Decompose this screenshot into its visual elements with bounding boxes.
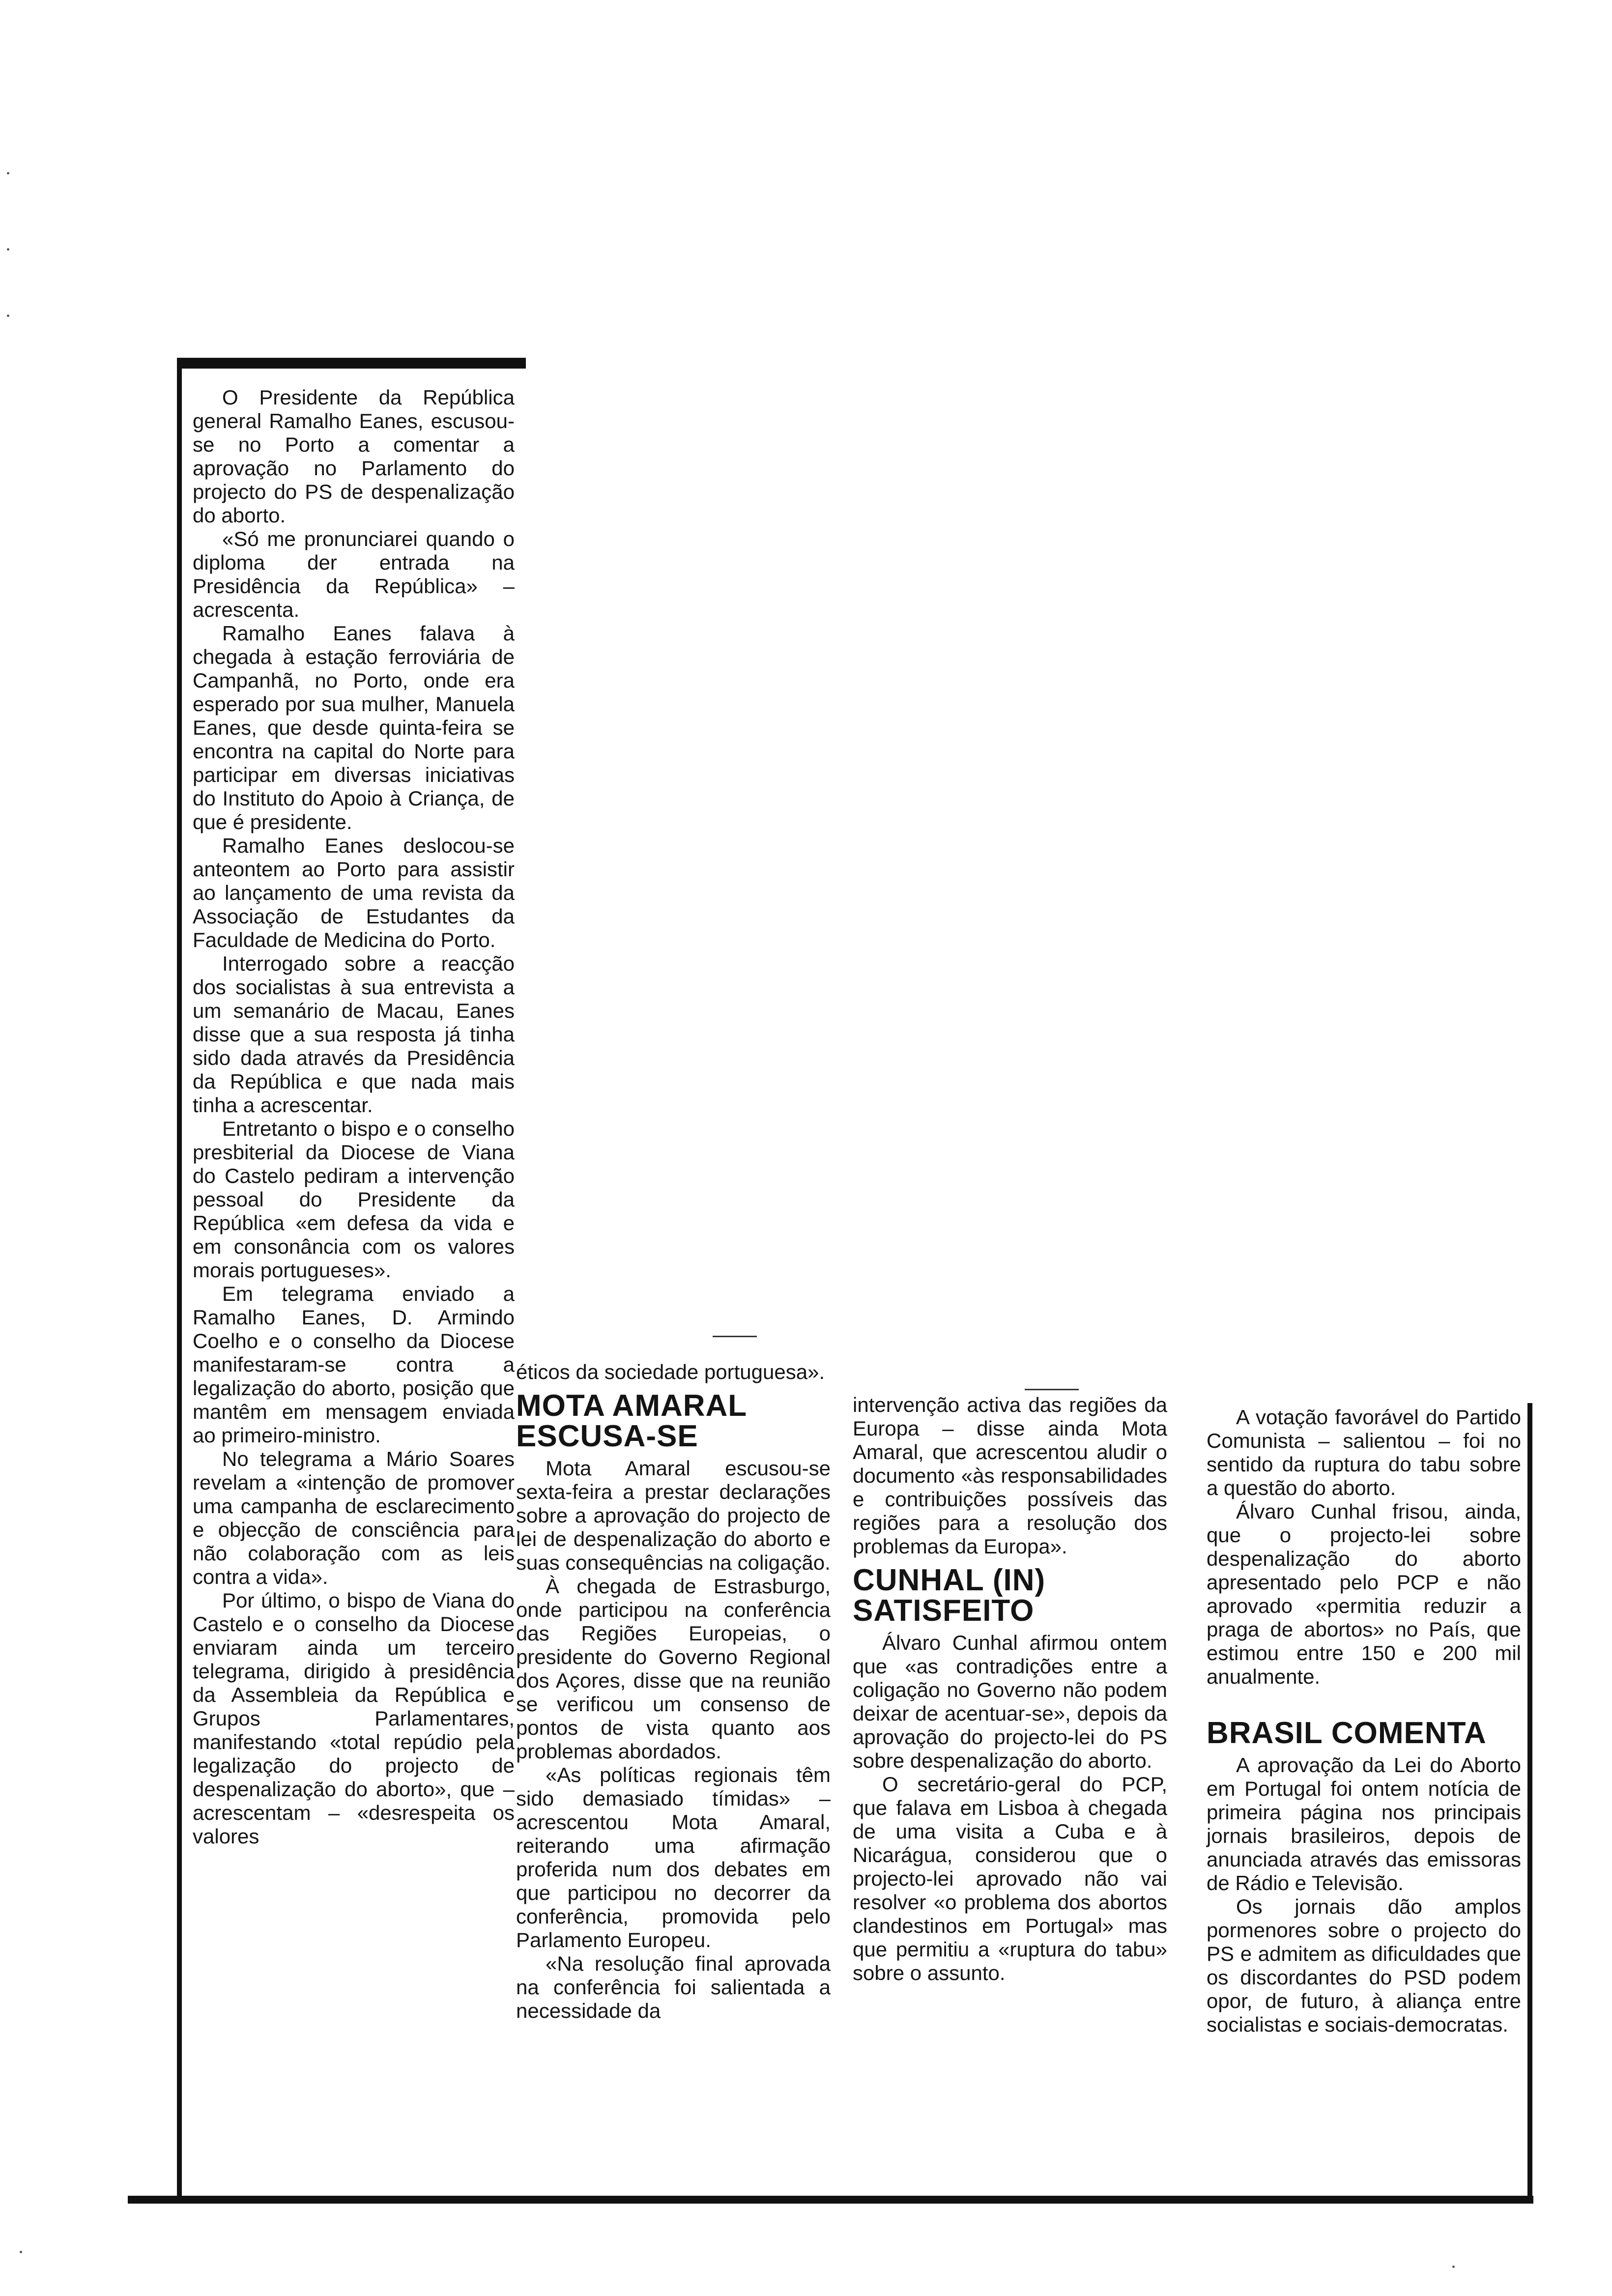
paper-speck [1452,2266,1455,2268]
paper-speck [7,315,9,317]
paragraph: Álvaro Cunhal afirmou ontem que «as contradições entre a coligação no Governo não podem deixar de acentuar-se», depois da aprovação do projecto-lei do PS sobre despenalização do aborto. [853,1631,1167,1772]
paper-speck [20,2251,22,2253]
top-border-rule [177,358,526,369]
paragraph: Entretanto o bispo e o conselho presbiterial da Diocese de Viana do Castelo pediram a intervenção pessoal do Presidente da República «em defesa da vida e em consonância com os valores morais portugueses». [193,1117,515,1282]
paragraph: A aprovação da Lei do Aborto em Portugal foi ontem notícia de primeira página nos principais jornais brasileiros, depois de anunciada através das emissoras de Rádio e Televisão. [1207,1753,1521,1894]
bottom-border-rule [128,2196,1533,2204]
article-column-2 [516,1360,831,2023]
paragraph: À chegada de Estrasburgo, onde participou na conferência das Regiões Europeias, o presidente do Governo Regional dos Açores, disse que na reunião se verificou um consenso de pontos de vista quanto aos problemas abordados. [516,1575,831,1763]
paragraph: «As políticas regionais têm sido demasiado tímidas» – acrescentou Mota Amaral, reiterando uma afirmação proferida num dos debates em que participou no decorrer da conferência, promovida pelo Parlamento Europeu. [516,1763,831,1952]
paragraph: intervenção activa das regiões da Europa – disse ainda Mota Amaral, que acrescentou aludir o documento «às responsabilidades e contribuições possíveis das regiões para a resolução dos problemas da Europa». [853,1393,1167,1558]
paper-speck [7,248,9,251]
paper-speck [7,172,9,174]
paragraph: Álvaro Cunhal frisou, ainda, que o projecto-lei sobre despenalização do aborto apresentado pelo PCP e não aprovado «permitia reduzir a praga de abortos» no País, que estimou entre 150 e 200 mil anualmente. [1207,1500,1521,1688]
paragraph: «Na resolução final aprovada na conferência foi salientada a necessidade da [516,1952,831,2022]
left-border-rule [177,358,182,2202]
separator-dash [713,1336,757,1337]
paragraph: Por último, o bispo de Viana do Castelo e o conselho da Diocese enviaram ainda um terceiro telegrama, dirigido à presidência da Assembleia da República e Grupos Parlamentares, manifestando «total repúdio pela legalização do projecto de despenalização do aborto», que – acrescentam – «desrespeita os valores [193,1589,515,1848]
article-column-3 [853,1393,1167,1985]
paragraph: «Só me pronunciarei quando o diploma der entrada na Presidência da República» – acrescenta. [193,527,515,621]
article-column-1 [193,386,515,1848]
section-heading: BRASIL COMENTA [1207,1716,1487,1750]
section-heading: MOTA AMARAL ESCUSA-SE [516,1389,747,1453]
paragraph: éticos da sociedade portuguesa». [516,1360,825,1383]
paragraph: Em telegrama enviado a Ramalho Eanes, D. Armindo Coelho e o conselho da Diocese manifestaram-se contra a legalização do aborto, posição que mantêm em mensagem enviada ao primeiro-ministro. [193,1282,515,1447]
paragraph: No telegrama a Mário Soares revelam a «intenção de promover uma campanha de esclarecimento e objecção de consciência para não colaboração com as leis contra a vida». [193,1447,515,1588]
paragraph: Mota Amaral escusou-se sexta-feira a prestar declarações sobre a aprovação do projecto de lei de despenalização do aborto e suas consequências na coligação. [516,1457,831,1574]
article-column-4 [1207,1406,1521,2037]
paragraph: Ramalho Eanes falava à chegada à estação ferroviária de Campanhã, no Porto, onde era esperado por sua mulher, Manuela Eanes, que desde quinta-feira se encontra na capital do Norte para participar em diversas iniciativas do Instituto do Apoio à Criança, de que é presidente. [193,622,515,833]
section-heading: CUNHAL (IN) SATISFEITO [853,1563,1046,1628]
paragraph: O secretário-geral do PCP, que falava em Lisboa à chegada de uma visita a Cuba e à Nicarágua, considerou que o projecto-lei aprovado não vai resolver «o problema dos abortos clandestinos em Portugal» mas que permitiu a «ruptura do tabu» sobre o assunto. [853,1773,1167,1984]
paragraph: A votação favorável do Partido Comunista – salientou – foi no sentido da ruptura do tabu sobre a questão do aborto. [1207,1406,1521,1499]
paragraph: Interrogado sobre a reacção dos socialistas à sua entrevista a um semanário de Macau, Eanes disse que a sua resposta já tinha sido dada através da Presidência da República e que nada mais tinha a acrescentar. [193,952,515,1117]
paragraph: O Presidente da República general Ramalho Eanes, escusou-se no Porto a comentar a aprovação no Parlamento do projecto do PS de despenalização do aborto. [193,386,515,527]
separator-dash [1025,1389,1079,1390]
paragraph: Os jornais dão amplos pormenores sobre o projecto do PS e admitem as dificuldades que os discordantes do PSD podem opor, de futuro, à aliança entre socialistas e sociais-democratas. [1207,1895,1521,2036]
right-border-rule [1527,1403,1532,2202]
paragraph: Ramalho Eanes deslocou-se anteontem ao Porto para assistir ao lançamento de uma revista da Associação de Estudantes da Faculdade de Medicina do Porto. [193,834,515,951]
